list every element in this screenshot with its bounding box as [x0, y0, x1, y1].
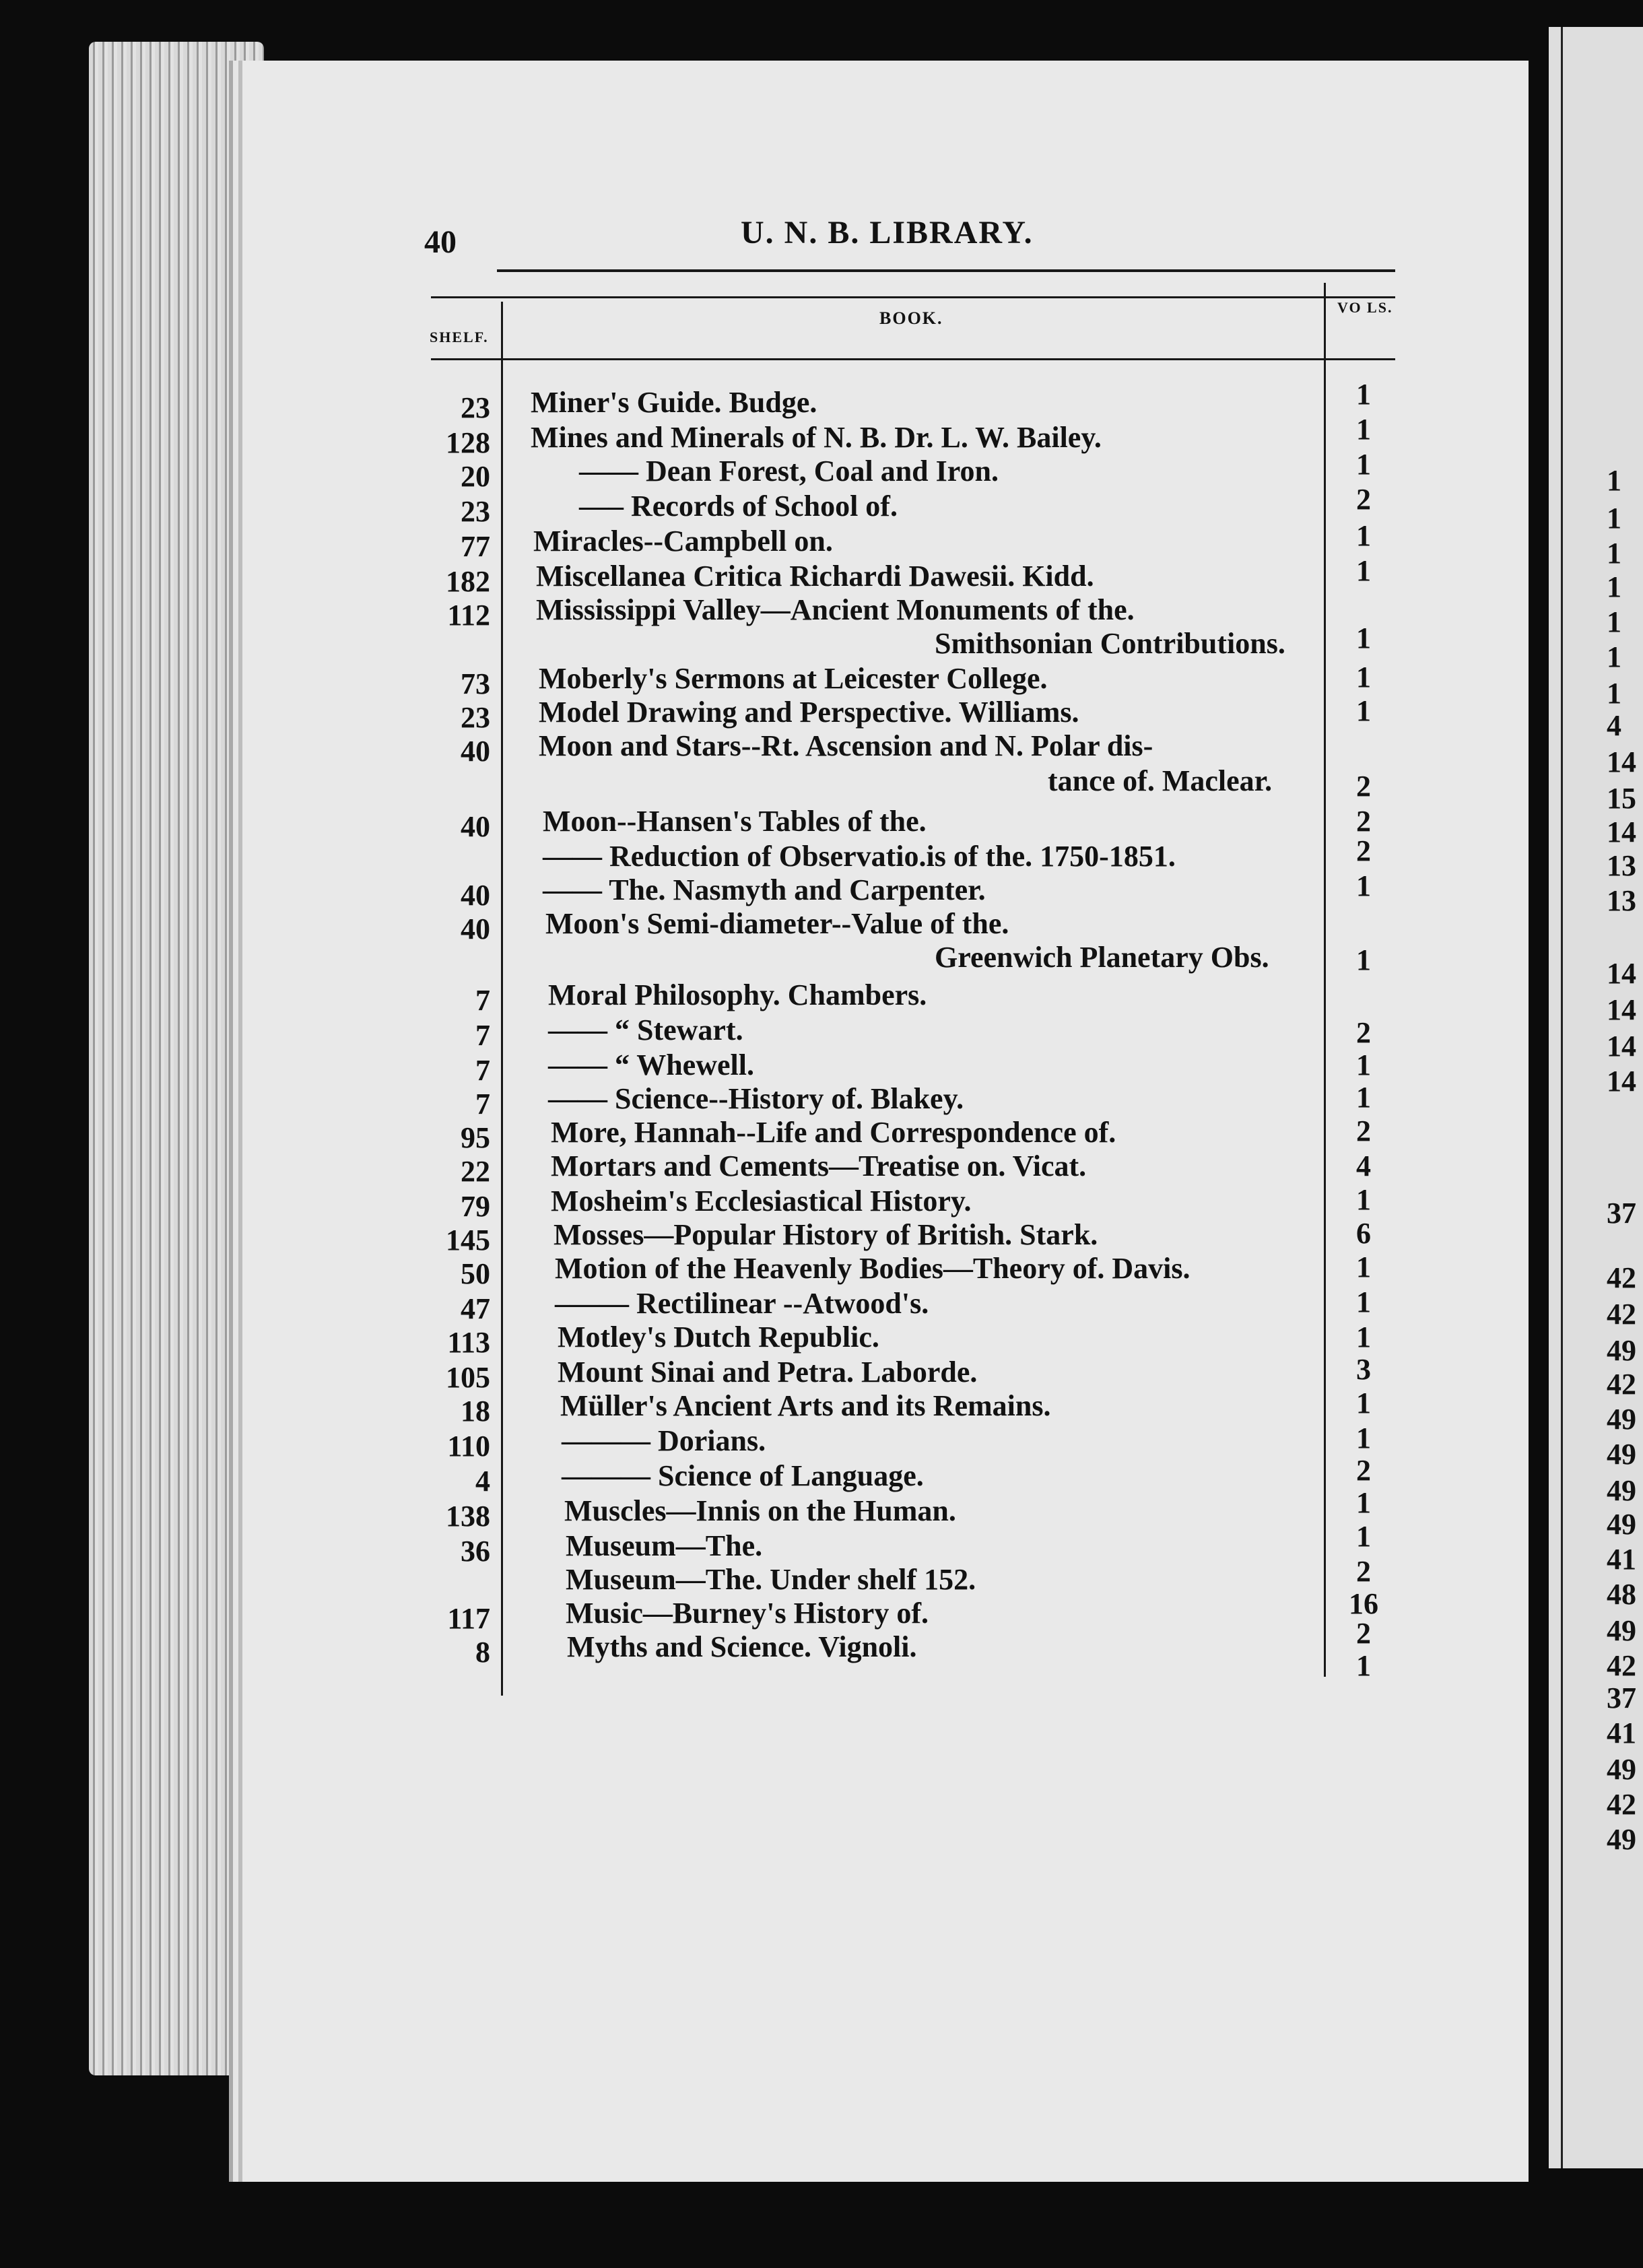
facing-page-number: 49	[1607, 1403, 1636, 1436]
facing-page-number: 1	[1607, 502, 1621, 535]
facing-page-number: 49	[1607, 1823, 1636, 1856]
shelf-number: 8	[475, 1636, 490, 1669]
facing-page-number: 15	[1607, 782, 1636, 815]
volume-count: 1	[1356, 1649, 1371, 1682]
shelf-number: 95	[461, 1121, 490, 1154]
facing-page-number: 42	[1607, 1298, 1636, 1331]
volume-count: 1	[1356, 378, 1371, 411]
shelf-number: 7	[475, 984, 490, 1017]
shelf-number: 7	[475, 1088, 490, 1121]
facing-page-number: 49	[1607, 1334, 1636, 1367]
volume-count: 2	[1356, 1555, 1371, 1588]
book-title: Mount Sinai and Petra. Laborde.	[558, 1356, 978, 1389]
book-title: Miscellanea Critica Richardi Dawesii. Kidd.	[536, 560, 1094, 593]
column-header-shelf: SHELF.	[430, 329, 489, 345]
volume-count: 6	[1356, 1217, 1371, 1250]
book-title: Moral Philosophy. Chambers.	[548, 978, 927, 1011]
volume-count: 1	[1356, 1387, 1371, 1420]
book-title: tance of. Maclear.	[1048, 764, 1273, 797]
book-title: Smithsonian Contributions.	[935, 627, 1285, 660]
facing-page-number: 4	[1607, 709, 1621, 742]
book-title: —— Dean Forest, Coal and Iron.	[579, 455, 999, 488]
facing-page-number: 14	[1607, 993, 1636, 1026]
shelf-number: 112	[447, 599, 490, 632]
shelf-number: 128	[446, 426, 490, 459]
shelf-number: 47	[461, 1292, 490, 1325]
shelf-number: 77	[461, 530, 490, 563]
facing-page-number: 37	[1607, 1197, 1636, 1230]
volume-count: 1	[1356, 448, 1371, 481]
volume-count: 2	[1356, 770, 1371, 803]
book-title: —— “ Whewell.	[548, 1048, 754, 1081]
book-title: Miner's Guide. Budge.	[531, 386, 817, 419]
volume-count: 16	[1349, 1587, 1378, 1620]
facing-page-number: 49	[1607, 1438, 1636, 1471]
volume-count: 2	[1356, 1016, 1371, 1049]
volume-count: 1	[1356, 1286, 1371, 1319]
facing-page-number: 14	[1607, 1030, 1636, 1063]
facing-page-number: 1	[1607, 677, 1621, 710]
page-number: 40	[424, 224, 457, 260]
catalogue-entry	[0, 1389, 1643, 1433]
volume-count: 2	[1356, 1454, 1371, 1487]
shelf-number: 18	[461, 1395, 490, 1428]
volume-count: 4	[1356, 1149, 1371, 1182]
shelf-number: 7	[475, 1054, 490, 1087]
facing-page-number: 41	[1607, 1716, 1636, 1749]
volume-count: 2	[1356, 834, 1371, 867]
book-title: Moon's Semi-diameter--Value of the.	[545, 907, 1009, 940]
header-rule-second	[431, 296, 1395, 298]
shelf-number: 7	[475, 1019, 490, 1052]
catalogue-entry	[0, 1013, 1643, 1057]
facing-page-number: 14	[1607, 745, 1636, 778]
volume-count: 2	[1356, 483, 1371, 516]
book-title: Myths and Science. Vignoli.	[567, 1630, 917, 1663]
catalogue-entry	[0, 978, 1643, 1022]
book-title: Model Drawing and Perspective. Williams.	[539, 696, 1079, 729]
shelf-number: 113	[447, 1326, 490, 1359]
column-header-book: BOOK.	[879, 308, 943, 328]
shelf-number: 105	[446, 1361, 490, 1394]
book-title: Mosheim's Ecclesiastical History.	[551, 1185, 972, 1218]
book-title: —— Science--History of. Blakey.	[548, 1082, 964, 1115]
shelf-number: 138	[446, 1500, 490, 1533]
facing-page-number: 48	[1607, 1578, 1636, 1611]
volume-count: 1	[1356, 661, 1371, 694]
shelf-number: 22	[461, 1155, 490, 1188]
volume-count: 3	[1356, 1353, 1371, 1386]
volume-count: 1	[1356, 1520, 1371, 1553]
header-rule-top	[497, 269, 1395, 272]
shelf-number: 40	[461, 912, 490, 945]
volume-count: 2	[1356, 1617, 1371, 1650]
shelf-number: 40	[461, 810, 490, 843]
shelf-number: 36	[461, 1535, 490, 1568]
facing-page-number: 13	[1607, 884, 1636, 917]
book-title: Greenwich Planetary Obs.	[935, 941, 1269, 974]
facing-page-number: 42	[1607, 1368, 1636, 1401]
book-title: —— The. Nasmyth and Carpenter.	[543, 873, 986, 906]
facing-page-number: 41	[1607, 1543, 1636, 1576]
column-header-vols: VO LS.	[1337, 299, 1393, 316]
shelf-number: 50	[461, 1257, 490, 1290]
shelf-number: 23	[461, 391, 490, 424]
facing-page-number: 14	[1607, 815, 1636, 848]
volume-count: 2	[1356, 1114, 1371, 1147]
facing-page-number: 49	[1607, 1753, 1636, 1786]
facing-page-number: 49	[1607, 1474, 1636, 1507]
header-rule-bottom	[431, 358, 1395, 360]
volume-count: 1	[1356, 869, 1371, 902]
book-title: Museum—The. Under shelf 152.	[566, 1563, 976, 1596]
shelf-number: 4	[475, 1465, 490, 1498]
book-title: Moberly's Sermons at Leicester College.	[539, 662, 1048, 695]
volume-count: 1	[1356, 413, 1371, 446]
shelf-number: 73	[461, 667, 490, 700]
shelf-number: 79	[461, 1190, 490, 1223]
catalogue-entry	[0, 764, 1643, 808]
shelf-number: 117	[447, 1602, 490, 1635]
volume-count: 1	[1356, 1486, 1371, 1519]
shelf-number: 182	[446, 565, 490, 598]
book-title: Moon and Stars--Rt. Ascension and N. Polar dis-	[539, 729, 1153, 762]
book-title: More, Hannah--Life and Correspondence of.	[551, 1116, 1116, 1149]
book-title: Mosses—Popular History of British. Stark.	[554, 1218, 1098, 1251]
shelf-number: 20	[461, 460, 490, 493]
book-title: Miracles--Campbell on.	[533, 525, 833, 558]
book-title: Motion of the Heavenly Bodies—Theory of. Davis.	[555, 1252, 1191, 1285]
book-title: Music—Burney's History of.	[566, 1597, 929, 1630]
volume-count: 1	[1356, 1081, 1371, 1114]
shelf-number: 40	[461, 735, 490, 768]
shelf-number: 23	[461, 701, 490, 734]
volume-count: 1	[1356, 1048, 1371, 1081]
book-title: Museum—The.	[566, 1529, 763, 1562]
catalogue-entry	[0, 729, 1643, 773]
book-title: ——— Dorians.	[562, 1424, 766, 1457]
volume-count: 1	[1356, 1321, 1371, 1354]
book-title: Mississippi Valley—Ancient Monuments of the.	[536, 593, 1135, 626]
book-title: Muscles—Innis on the Human.	[564, 1494, 956, 1527]
book-title: —— “ Stewart.	[548, 1013, 743, 1046]
facing-page-number: 14	[1607, 957, 1636, 990]
shelf-number: 110	[447, 1430, 490, 1463]
facing-page-number: 49	[1607, 1614, 1636, 1647]
volume-count: 1	[1356, 519, 1371, 552]
facing-page-number: 1	[1607, 537, 1621, 570]
catalogue-entry	[0, 1494, 1643, 1538]
facing-page-number: 1	[1607, 464, 1621, 497]
volume-count: 1	[1356, 1183, 1371, 1216]
volume-count: 1	[1356, 554, 1371, 587]
shelf-number: 40	[461, 879, 490, 912]
facing-page-number: 1	[1607, 640, 1621, 673]
shelf-number: 23	[461, 495, 490, 528]
book-title: Moon--Hansen's Tables of the.	[543, 805, 927, 838]
book-title: Mines and Minerals of N. B. Dr. L. W. Bailey.	[531, 421, 1102, 454]
facing-page-number: 14	[1607, 1065, 1636, 1098]
running-title: U. N. B. LIBRARY.	[741, 215, 1034, 251]
volume-count: 2	[1356, 805, 1371, 838]
shelf-number: 145	[446, 1224, 490, 1257]
facing-page-number: 1	[1607, 570, 1621, 603]
book-title: Müller's Ancient Arts and its Remains.	[560, 1389, 1051, 1422]
facing-page-number: 37	[1607, 1681, 1636, 1714]
book-title: –—— Rectilinear --Atwood's.	[555, 1287, 929, 1320]
book-title: Mortars and Cements—Treatise on. Vicat.	[551, 1149, 1087, 1182]
facing-page-number: 42	[1607, 1649, 1636, 1682]
book-title: —— Reduction of Observatio.is of the. 1750-1851.	[543, 840, 1176, 873]
book-title: Motley's Dutch Republic.	[558, 1321, 879, 1354]
facing-page-number: 42	[1607, 1788, 1636, 1821]
facing-page-number: 13	[1607, 849, 1636, 882]
volume-count: 1	[1356, 694, 1371, 727]
facing-page-number: 42	[1607, 1261, 1636, 1294]
facing-page-number: 1	[1607, 605, 1621, 638]
volume-count: 1	[1356, 943, 1371, 976]
volume-count: 1	[1356, 1250, 1371, 1283]
book-title: ——— Science of Language.	[562, 1459, 924, 1492]
facing-page-number: 49	[1607, 1508, 1636, 1541]
book-title: —– Records of School of.	[579, 490, 898, 523]
volume-count: 1	[1356, 622, 1371, 655]
volume-count: 1	[1356, 1422, 1371, 1455]
